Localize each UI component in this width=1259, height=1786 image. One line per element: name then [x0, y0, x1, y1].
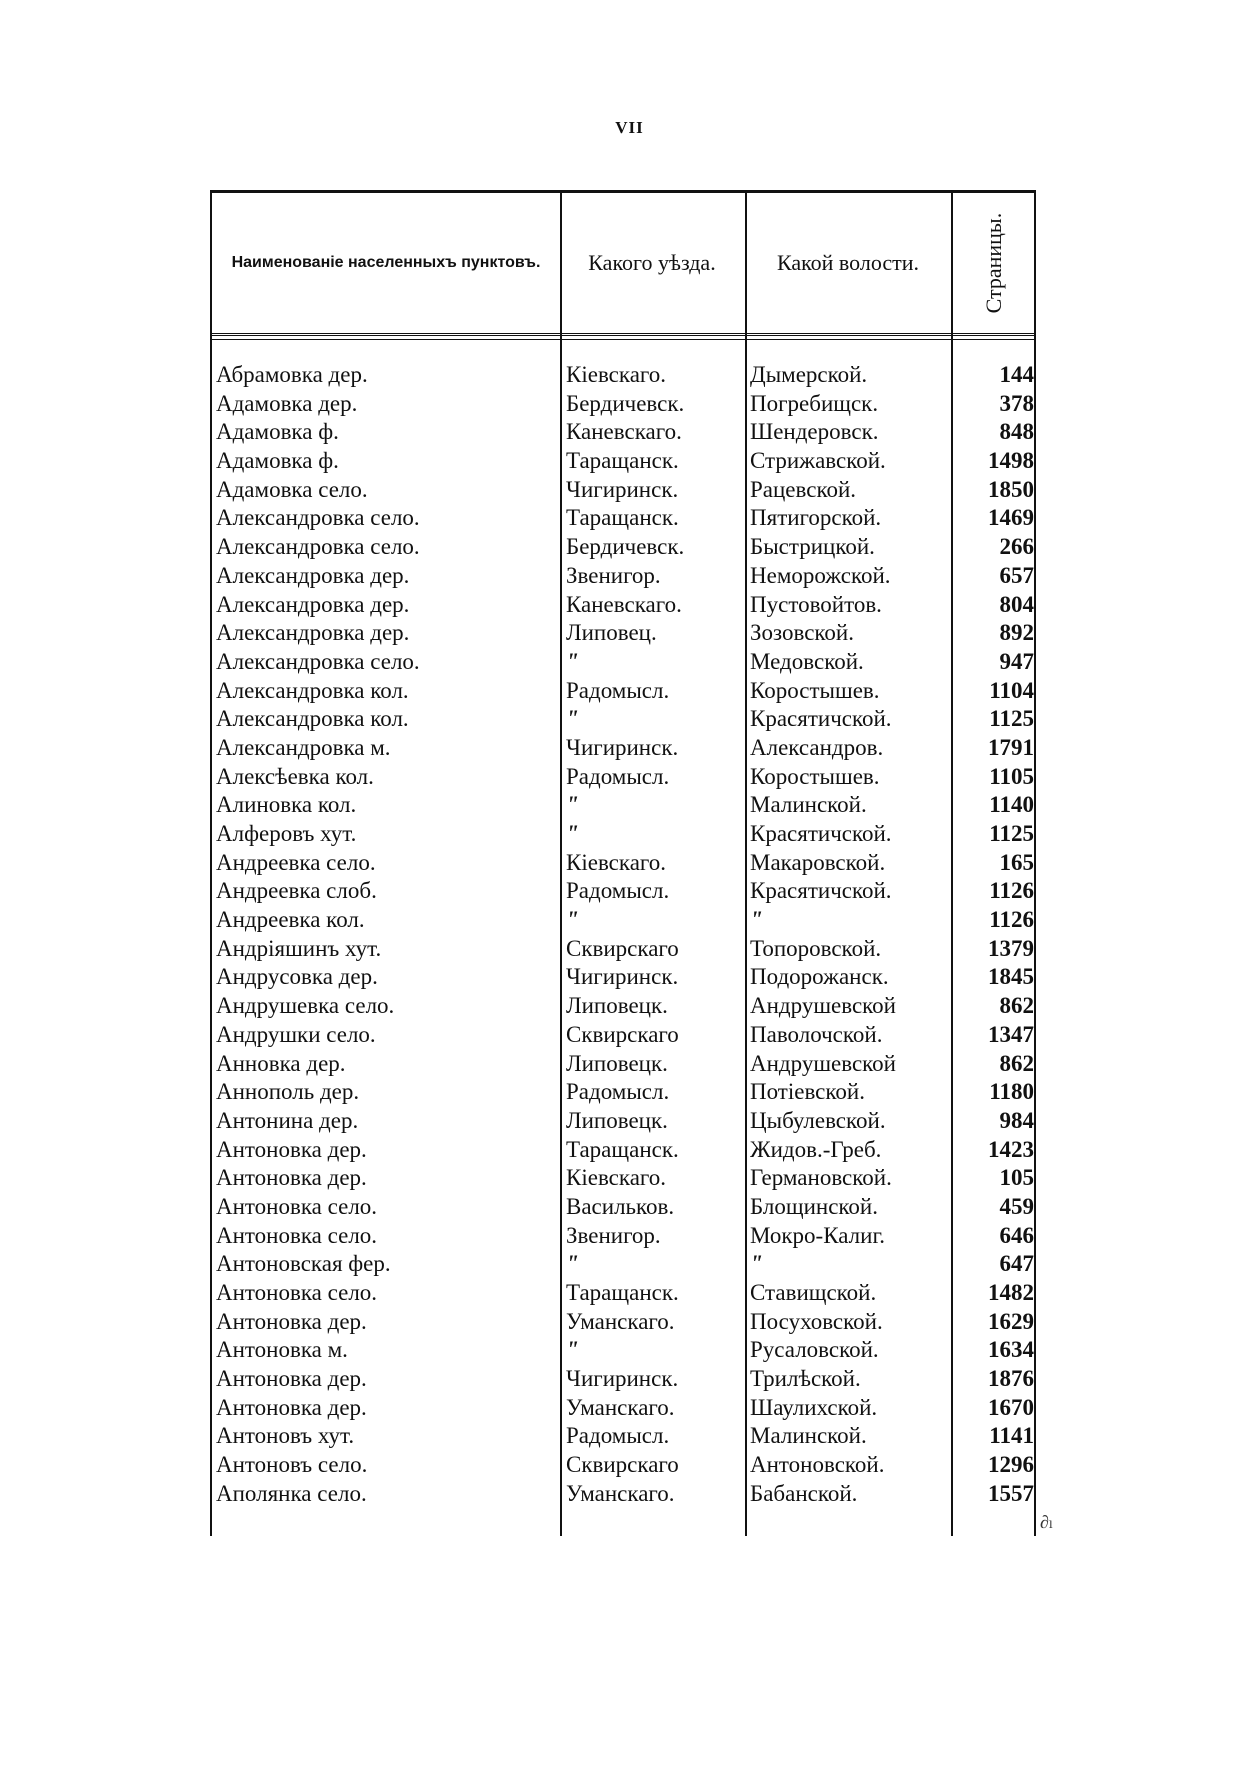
volost-name: Александров. [750, 734, 884, 760]
page-ref: 1845 [988, 964, 1034, 990]
uezd-name: Васильков. [566, 1193, 675, 1219]
header-uezd: Какого уѣзда. [588, 249, 716, 275]
settlement-name: Антоновка м. [216, 1337, 348, 1363]
page-ref: 144 [999, 362, 1034, 387]
uezd-name: Сквирскаго [566, 935, 679, 961]
page-ref: 1557 [988, 1480, 1034, 1506]
volost-name: Посуховской. [750, 1308, 883, 1334]
uezd-name: Бердичевск. [566, 390, 685, 416]
page-ref: 1423 [988, 1136, 1034, 1162]
header-rule [210, 333, 1036, 340]
uezd-name: Чигиринск. [566, 964, 679, 990]
table-row [210, 1193, 1036, 1222]
settlement-name: Александровка кол. [216, 706, 409, 732]
page-ref: 1126 [989, 907, 1034, 933]
volost-name: Рацевской. [750, 476, 857, 502]
uezd-name: Кіевскаго. [566, 362, 667, 387]
table-row [210, 562, 1036, 591]
margin-mark-icon: ∂ₗ [1040, 1512, 1054, 1532]
table-row [210, 619, 1036, 648]
page-ref: 984 [999, 1107, 1034, 1133]
settlement-name: Алексѣевка кол. [216, 763, 374, 789]
table-row [210, 734, 1036, 763]
volost-name: Медовской. [750, 648, 864, 674]
volost-name: Бабанской. [750, 1480, 858, 1506]
uezd-name: " [566, 648, 579, 674]
volost-name: Коростышев. [750, 763, 880, 789]
uezd-name: " [566, 1337, 579, 1363]
page-ref: 862 [999, 1050, 1034, 1076]
settlement-name: Антоновъ село. [216, 1452, 368, 1478]
settlement-name: Антоновка село. [216, 1280, 378, 1305]
header-volost: Какой волости. [776, 249, 920, 275]
volost-name: Жидов.-Греб. [750, 1136, 882, 1162]
volost-name: Цыбулевской. [750, 1107, 886, 1133]
volost-name: Красятичской. [750, 821, 892, 846]
header-settlement-name: Наименованіе населенныхъ пунктовъ. [231, 253, 541, 271]
table-row [210, 390, 1036, 419]
table-row [210, 1451, 1036, 1480]
page-ref: 1125 [989, 821, 1034, 846]
page-ref: 105 [999, 1165, 1034, 1191]
uezd-name: Каневскаго. [566, 419, 682, 445]
table-row [210, 591, 1036, 620]
page-ref: 1791 [988, 734, 1034, 760]
uezd-name: Радомысл. [566, 878, 670, 904]
table-row [210, 705, 1036, 734]
volost-name: Блощинской. [750, 1193, 878, 1219]
uezd-name: Чигиринск. [566, 476, 679, 502]
page-ref: 1105 [989, 763, 1034, 789]
page-ref: 1629 [988, 1308, 1034, 1334]
uezd-name: Липовецк. [566, 993, 668, 1019]
settlement-name: Антоновка село. [216, 1193, 378, 1219]
table-row [210, 1050, 1036, 1079]
page-ref: 892 [999, 620, 1034, 646]
table-row [210, 1164, 1036, 1193]
settlement-index-table [210, 190, 1036, 1536]
volost-name: Андрушевской [750, 1050, 896, 1076]
page-ref: 1296 [988, 1452, 1034, 1478]
settlement-name: Адамовка ф. [216, 419, 339, 445]
settlement-name: Андреевка кол. [216, 907, 365, 933]
header-page-label: Страницы. [980, 212, 1006, 314]
volost-name: Коростышев. [750, 677, 880, 703]
page-ref: 459 [999, 1193, 1034, 1219]
volost-name: Шендеровск. [750, 419, 879, 445]
settlement-name: Александровка село. [216, 505, 420, 531]
volost-name: Красятичской. [750, 878, 892, 904]
volost-name: Антоновской. [750, 1452, 885, 1478]
uezd-name: Таращанск. [566, 505, 679, 531]
header-page [954, 193, 1034, 333]
page-ref: 1347 [988, 1021, 1034, 1047]
settlement-name: Алиновка кол. [216, 792, 357, 818]
table-row [210, 648, 1036, 677]
settlement-name: Андрушевка село. [216, 993, 395, 1019]
table-row [210, 1078, 1036, 1107]
page-ref: 1482 [988, 1280, 1034, 1305]
page-ref: 1469 [988, 505, 1034, 531]
volost-name: Дымерской. [750, 362, 868, 387]
table-row [210, 963, 1036, 992]
table-row [210, 791, 1036, 820]
settlement-name: Аннополь дер. [216, 1079, 360, 1105]
settlement-name: Алферовъ хут. [216, 821, 357, 846]
uezd-name: Радомысл. [566, 763, 670, 789]
settlement-name: Анновка дер. [216, 1050, 346, 1076]
table-row [210, 533, 1036, 562]
uezd-name: Радомысл. [566, 1423, 670, 1449]
table-row [210, 820, 1036, 849]
volost-name: Русаловской. [750, 1337, 879, 1363]
settlement-name: Антоновская фер. [216, 1251, 391, 1277]
page-ref: 378 [999, 390, 1034, 416]
uezd-name: Звенигор. [566, 562, 661, 588]
uezd-name: " [566, 1251, 579, 1277]
uezd-name: Чигиринск. [566, 734, 679, 760]
page-ref: 1141 [989, 1423, 1034, 1449]
volost-name: Трилѣской. [750, 1366, 861, 1392]
page-ref: 1180 [989, 1079, 1034, 1105]
settlement-name: Антоновъ хут. [216, 1423, 355, 1449]
uezd-name: Радомысл. [566, 677, 670, 703]
volost-name: Пустовойтов. [750, 591, 882, 617]
uezd-name: Сквирскаго [566, 1021, 679, 1047]
volost-name: Малинской. [750, 792, 867, 818]
page-ref: 1634 [988, 1337, 1034, 1363]
settlement-name: Александровка кол. [216, 677, 409, 703]
table-row [210, 1136, 1036, 1165]
volost-name: " [750, 907, 763, 933]
table-row [210, 1480, 1036, 1509]
table-row [210, 1279, 1036, 1308]
uezd-name: Радомысл. [566, 1079, 670, 1105]
table-row [210, 677, 1036, 706]
settlement-name: Александровка дер. [216, 620, 410, 646]
table-row [210, 1336, 1036, 1365]
volost-name: Топоровской. [750, 935, 882, 961]
page-ref: 862 [999, 993, 1034, 1019]
settlement-name: Антоновка дер. [216, 1366, 367, 1392]
volost-name: Германовской. [750, 1165, 892, 1191]
page-ref: 1498 [988, 448, 1034, 474]
page-ref: 266 [999, 534, 1034, 560]
uezd-name: Таращанск. [566, 1136, 679, 1162]
table-row [210, 1107, 1036, 1136]
volost-name: Андрушевской [750, 993, 896, 1019]
uezd-name: Бердичевск. [566, 534, 685, 560]
table-row [210, 763, 1036, 792]
settlement-name: Александровка м. [216, 734, 391, 760]
table-row [210, 476, 1036, 505]
settlement-name: Адамовка дер. [216, 390, 358, 416]
page-ref: 1104 [989, 677, 1034, 703]
table-row [210, 1394, 1036, 1423]
table-row [210, 992, 1036, 1021]
uezd-name: Кіевскаго. [566, 1165, 667, 1191]
page-ref: 848 [999, 419, 1034, 445]
table-row [210, 1222, 1036, 1251]
uezd-name: Таращанск. [566, 448, 679, 474]
table-row [210, 1365, 1036, 1394]
page-ref: 165 [999, 849, 1034, 875]
uezd-name: Уманскаго. [566, 1480, 675, 1506]
volost-name: Подорожанск. [750, 964, 889, 990]
settlement-name: Андреевка слоб. [216, 878, 377, 904]
table-row [210, 1422, 1036, 1451]
page-ref: 1850 [988, 476, 1034, 502]
volost-name: Паволочской. [750, 1021, 883, 1047]
uezd-name: Липовецк. [566, 1050, 668, 1076]
uezd-name: Каневскаго. [566, 591, 682, 617]
table-row [210, 447, 1036, 476]
settlement-name: Абрамовка дер. [216, 362, 368, 387]
volost-name: Пятигорской. [750, 505, 882, 531]
uezd-name: Кіевскаго. [566, 849, 667, 875]
uezd-name: Уманскаго. [566, 1394, 675, 1420]
uezd-name: " [566, 792, 579, 818]
volost-name: Ставищской. [750, 1280, 877, 1305]
page-ref: 1140 [989, 792, 1034, 818]
volost-name: Шаулихской. [750, 1394, 878, 1420]
volost-name: Стрижавской. [750, 448, 886, 474]
uezd-name: Уманскаго. [566, 1308, 675, 1334]
settlement-name: Александровка дер. [216, 562, 410, 588]
volost-name: Погребищск. [750, 390, 879, 416]
settlement-name: Адамовка село. [216, 476, 368, 502]
page-ref: 1876 [988, 1366, 1034, 1392]
table-row [210, 361, 1036, 390]
uezd-name: Сквирскаго [566, 1452, 679, 1478]
settlement-name: Антонина дер. [216, 1107, 359, 1133]
page-ref: 1670 [988, 1394, 1034, 1420]
volost-name: Потіевской. [750, 1079, 865, 1105]
volost-name: Макаровской. [750, 849, 886, 875]
settlement-name: Андреевка село. [216, 849, 376, 875]
page-ref: 657 [999, 562, 1034, 588]
uezd-name: Звенигор. [566, 1222, 661, 1248]
volost-name: Мокро-Калиг. [750, 1222, 886, 1248]
uezd-name: Липовецк. [566, 1107, 668, 1133]
uezd-name: " [566, 907, 579, 933]
table-row [210, 906, 1036, 935]
settlement-name: Александровка дер. [216, 591, 410, 617]
volost-name: " [750, 1251, 763, 1277]
settlement-name: Андрушки село. [216, 1021, 376, 1047]
table-row [210, 849, 1036, 878]
settlement-name: Андрусовка дер. [216, 964, 378, 990]
settlement-name: Антоновка дер. [216, 1308, 367, 1334]
page-ref: 1126 [989, 878, 1034, 904]
table-row [210, 1250, 1036, 1279]
uezd-name: Липовец. [566, 620, 657, 646]
settlement-name: Антоновка дер. [216, 1394, 367, 1420]
table-row [210, 877, 1036, 906]
table-row [210, 1308, 1036, 1337]
settlement-name: Александровка село. [216, 534, 420, 560]
page-ref: 1379 [988, 935, 1034, 961]
table-row [210, 418, 1036, 447]
volost-name: Зозовской. [750, 620, 854, 646]
settlement-name: Антоновка село. [216, 1222, 378, 1248]
settlement-name: Александровка село. [216, 648, 420, 674]
volost-name: Неморожской. [750, 562, 891, 588]
page-ref: 646 [999, 1222, 1034, 1248]
page-ref: 647 [999, 1251, 1034, 1277]
settlement-name: Антоновка дер. [216, 1136, 367, 1162]
settlement-name: Аполянка село. [216, 1480, 367, 1506]
settlement-name: Адамовка ф. [216, 448, 339, 474]
volost-name: Быстрицкой. [750, 534, 875, 560]
table-row [210, 1021, 1036, 1050]
uezd-name: " [566, 821, 579, 846]
table-row [210, 935, 1036, 964]
page-ref: 947 [999, 648, 1034, 674]
volost-name: Малинской. [750, 1423, 867, 1449]
settlement-name: Антоновка дер. [216, 1165, 367, 1191]
settlement-name: Андріяшинъ хут. [216, 935, 382, 961]
page-number: VII [615, 118, 644, 137]
volost-name: Красятичской. [750, 706, 892, 732]
table-body [210, 361, 1036, 1509]
uezd-name: " [566, 706, 579, 732]
page-ref: 1125 [989, 706, 1034, 732]
uezd-name: Таращанск. [566, 1280, 679, 1305]
table-row [210, 504, 1036, 533]
page-ref: 804 [999, 591, 1034, 617]
uezd-name: Чигиринск. [566, 1366, 679, 1392]
